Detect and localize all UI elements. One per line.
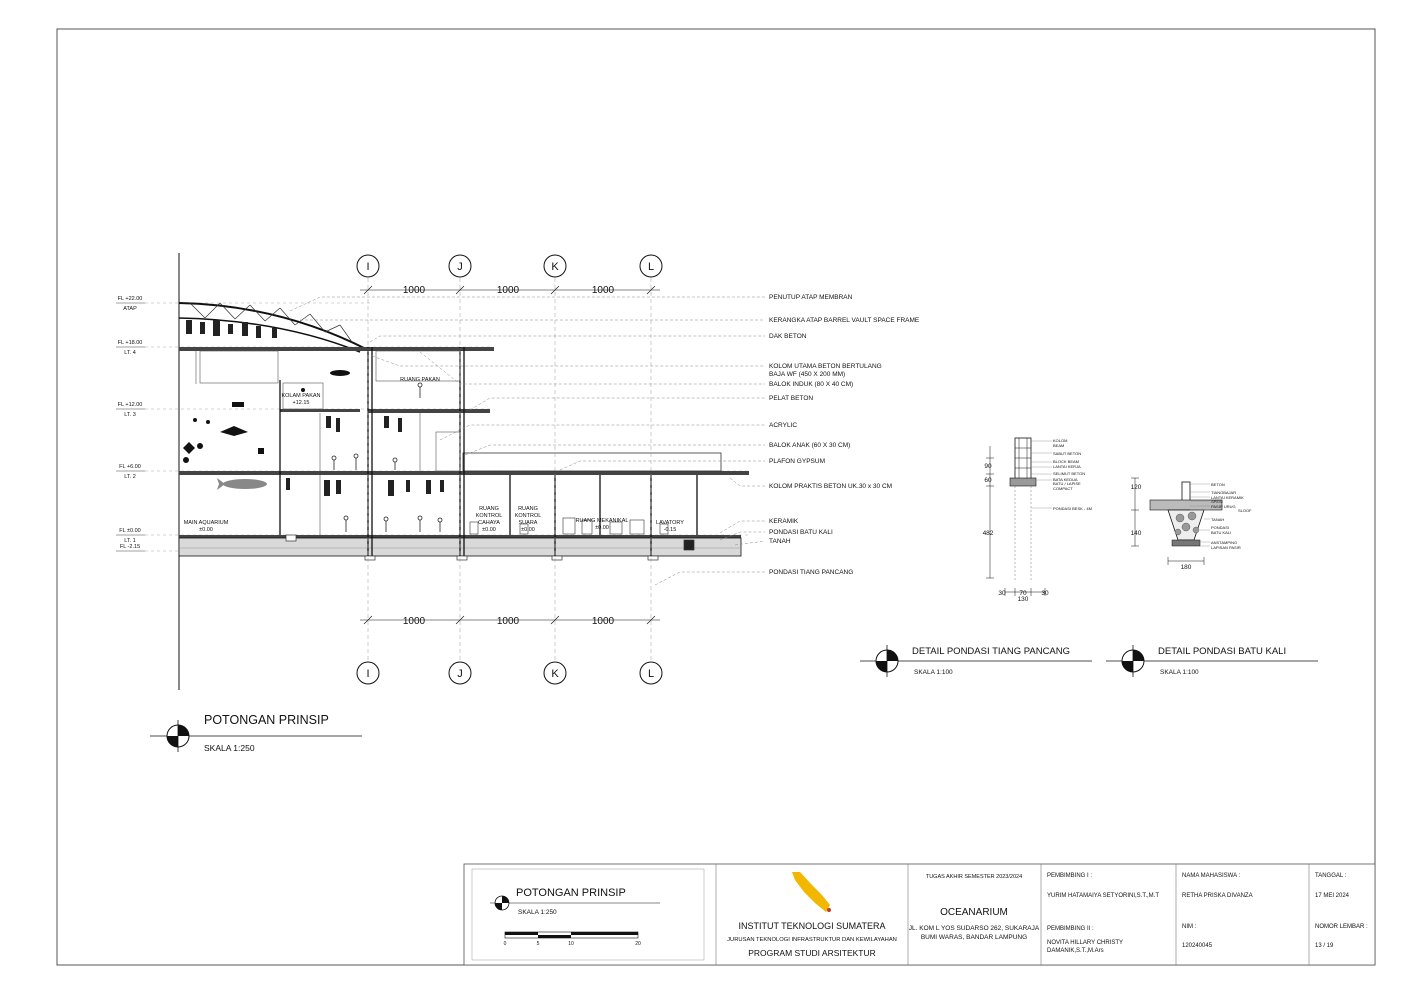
batukali-note-10: LAPISAN PASIR [1211, 545, 1241, 550]
batukali-dim-120: 120 [1130, 484, 1142, 491]
dimension-label-bottom-2: 1000 [591, 616, 615, 627]
room-kontrol-suara-2: KONTROL [514, 513, 542, 519]
batukali-note-1: TIANGBAJAR [1211, 490, 1237, 495]
callout-label-6: PELAT BETON [769, 395, 814, 402]
level-name-1: LT. 4 [124, 350, 136, 356]
detail-pancang-scale: SKALA 1:100 [914, 669, 953, 676]
tb-department: JURUSAN TEKNOLOGI INFRASTRUKTUR DAN KEWILAYAHAN [727, 937, 897, 943]
room-kontrol-suara-4: ±0.00 [521, 527, 535, 533]
room-kontrol-suara-1: RUANG [518, 506, 538, 512]
section-title-block [150, 713, 362, 753]
batukali-dim-140: 140 [1130, 530, 1142, 537]
batukali-note-7: PONDASI [1211, 525, 1230, 530]
room-lavatory-elev: -0.15 [663, 527, 677, 533]
pancang-note-4: LANTAI KERJA [1053, 464, 1081, 469]
callout-label-3: KOLOM UTAMA BETON BERTULANG [769, 363, 882, 370]
dimension-label-top-1: 1000 [496, 285, 520, 296]
grid-label-i-bottom: I [366, 668, 370, 680]
itera-logo-dot-icon [827, 908, 831, 912]
pancang-note-7: BATU / LAPISE [1053, 481, 1081, 486]
callout-label-11: KERAMIK [769, 518, 799, 525]
dimension-label-bottom-1: 1000 [496, 616, 520, 627]
grid-label-k-bottom: K [551, 668, 559, 680]
room-mekanikal-elev: ±0.00 [595, 525, 609, 531]
tb-address-2: BUMI WARAS, BANDAR LAMPUNG [920, 934, 1028, 941]
pancang-note-6: BATA KEDUA [1053, 477, 1078, 482]
tb-institute: INSTITUT TEKNOLOGI SUMATERA [738, 921, 886, 931]
level-fl-4: FL ±0.00 [119, 528, 141, 534]
level-name-4: LT. 1 [124, 538, 136, 544]
callout-label-12: PONDASI BATU KALI [769, 529, 833, 536]
pancang-note-0: KOLOM [1053, 438, 1068, 443]
room-kontrol-cahaya-1: RUANG [479, 506, 499, 512]
room-kolam-pakan: KOLAM PAKAN [281, 393, 321, 399]
detail-batukali-scale: SKALA 1:100 [1160, 669, 1199, 676]
callout-label-13: TANAH [769, 538, 791, 545]
pancang-dim-30b: 30 [1041, 590, 1049, 597]
callout-label-8: BALOK ANAK (60 X 30 CM) [769, 442, 851, 449]
level-fl-3: FL +6.00 [119, 464, 141, 470]
batukali-note-6: TANAH [1211, 517, 1225, 522]
pancang-dim-30a: 30 [998, 590, 1006, 597]
pancang-note-2: SABUT BETON [1053, 451, 1082, 456]
detail-pondasi-tiang-pancang [860, 438, 1092, 677]
grid-label-i-top: I [366, 261, 370, 273]
tb-nim: 120240045 [1182, 943, 1213, 949]
tb-tanggal: 17 MEI 2024 [1315, 893, 1350, 899]
batukali-note-8: BATU KALI [1211, 530, 1232, 535]
dimension-label-bottom-0: 1000 [402, 616, 426, 627]
batukali-note-9: ANSTAMPING [1211, 540, 1238, 545]
level-fl-0: FL +22.00 [117, 296, 143, 302]
grid-label-j-bottom: J [457, 668, 463, 680]
tb-tanggal-label: TANGGAL : [1315, 873, 1347, 879]
pancang-note-1: BEAM [1053, 443, 1065, 448]
dimension-label-top-2: 1000 [591, 285, 615, 296]
room-kolam-pakan-elev: +12.15 [292, 400, 310, 406]
room-mekanikal: RUANG MEKANIKAL [575, 518, 629, 524]
room-kontrol-cahaya-2: KONTROL [475, 513, 503, 519]
room-kontrol-cahaya-4: ±0.00 [482, 527, 496, 533]
level-name-2: LT. 3 [124, 412, 136, 418]
callout-label-9: PLAFON GYPSUM [769, 458, 825, 465]
pancang-note-5: SELIMUT BETON [1053, 471, 1086, 476]
grid-label-l-top: L [647, 261, 655, 273]
detail-batukali-title: DETAIL PONDASI BATU KALI [1158, 646, 1287, 657]
level-fl-2: FL +12.00 [117, 402, 143, 408]
section-drawing [116, 253, 920, 753]
pancang-note-3: BLOCK BEAM [1053, 459, 1080, 464]
dimension-label-top-0: 1000 [402, 285, 426, 296]
pancang-dim-482: 482 [982, 530, 994, 537]
batukali-note-3: SPESI [1211, 499, 1223, 504]
room-kontrol-suara-3: SUARA [518, 520, 538, 526]
tb-lembar: 13 / 19 [1315, 943, 1334, 949]
level-name-3: LT. 2 [124, 474, 136, 480]
batukali-note-2: LANTAI KERAMIK [1211, 495, 1244, 500]
title-block [464, 864, 1375, 965]
sheet-border [57, 29, 1375, 965]
scale-tick-5: 5 [536, 941, 540, 947]
room-ruang-pakan: RUANG PAKAN [400, 377, 440, 383]
batukali-note-0: BETON [1211, 482, 1225, 487]
scale-tick-10: 10 [568, 941, 574, 947]
level-name-0: ATAP [123, 306, 137, 312]
batukali-note-5: SLOOF [1238, 508, 1252, 513]
grid-label-k-top: K [551, 261, 559, 273]
tb-pembimbing2-label: PEMBIMBING II : [1047, 926, 1094, 932]
tb-address-1: JL. KOM L YOS SUDARSO 262, SUKARAJA [908, 925, 1040, 932]
detail-pancang-title: DETAIL PONDASI TIANG PANCANG [912, 646, 1071, 657]
pancang-dim-90: 90 [984, 463, 992, 470]
callout-label-1: KERANGKA ATAP BARREL VAULT SPACE FRAME [769, 317, 920, 324]
level-fl-1: FL +18.00 [117, 340, 143, 346]
tb-project: OCEANARIUM [940, 907, 1008, 918]
scale-tick-0: 0 [503, 941, 507, 947]
grid-label-j-top: J [457, 261, 463, 273]
section-scale: SKALA 1:250 [204, 743, 255, 753]
callout-label-5: BALOK INDUK (80 X 40 CM) [769, 381, 854, 388]
tb-pembimbing1: YURIM HATAMAIYA SETYORINI,S.T.,M.T [1047, 893, 1160, 899]
room-kontrol-cahaya-3: CAHAYA [478, 520, 500, 526]
tb-pembimbing1-label: PEMBIMBING I : [1047, 873, 1093, 879]
callout-label-10: KOLOM PRAKTIS BETON UK.30 x 30 CM [769, 483, 893, 490]
level-fl-5: FL -2.15 [119, 544, 141, 550]
batukali-note-4: PASIR URUG [1211, 504, 1236, 509]
pancang-dim-70: 70 [1019, 590, 1027, 597]
scale-tick-20: 20 [635, 941, 641, 947]
pancang-dim-130: 130 [1017, 596, 1029, 603]
room-main-aquarium-elev: ±0.00 [199, 527, 213, 533]
callout-label-14: PONDASI TIANG PANCANG [769, 569, 854, 576]
callout-label-4: BAJA WF (450 X 200 MM) [769, 371, 846, 378]
batukali-dim-180: 180 [1180, 564, 1192, 571]
tb-program: PROGRAM STUDI ARSITEKTUR [748, 948, 876, 958]
tb-nim-label: NIM : [1182, 924, 1197, 930]
tb-pembimbing2a: NOVITA HILLARY CHRISTY [1047, 940, 1124, 946]
tb-nama: RETHA PRISKA DIVANZA [1182, 893, 1253, 899]
tb-pembimbing2b: DAMANIK,S.T.,M.Ars [1047, 948, 1104, 954]
callout-label-7: ACRYLIC [769, 422, 798, 429]
tb-lembar-label: NOMOR LEMBAR : [1315, 924, 1368, 930]
tb-drawing-title: POTONGAN PRINSIP [516, 887, 626, 899]
pancang-note-9: PONDASI BESK - 4M [1053, 506, 1092, 511]
section-title: POTONGAN PRINSIP [204, 713, 329, 727]
detail-pondasi-batu-kali [1106, 478, 1318, 677]
tb-drawing-scale: SKALA 1:250 [518, 909, 557, 916]
tb-assignment: TUGAS AKHIR SEMESTER 2023/2024 [925, 874, 1023, 880]
room-lavatory: LAVATORY [656, 520, 684, 526]
tb-nama-label: NAMA MAHASISWA : [1182, 873, 1241, 879]
callout-label-2: DAK BETON [769, 333, 807, 340]
room-main-aquarium: MAIN AQUARIUM [183, 520, 229, 526]
pancang-note-8: COMPACT [1053, 486, 1073, 491]
callout-label-0: PENUTUP ATAP MEMBRAN [769, 294, 853, 301]
grid-label-l-bottom: L [647, 668, 655, 680]
pancang-dim-60: 60 [984, 477, 992, 484]
